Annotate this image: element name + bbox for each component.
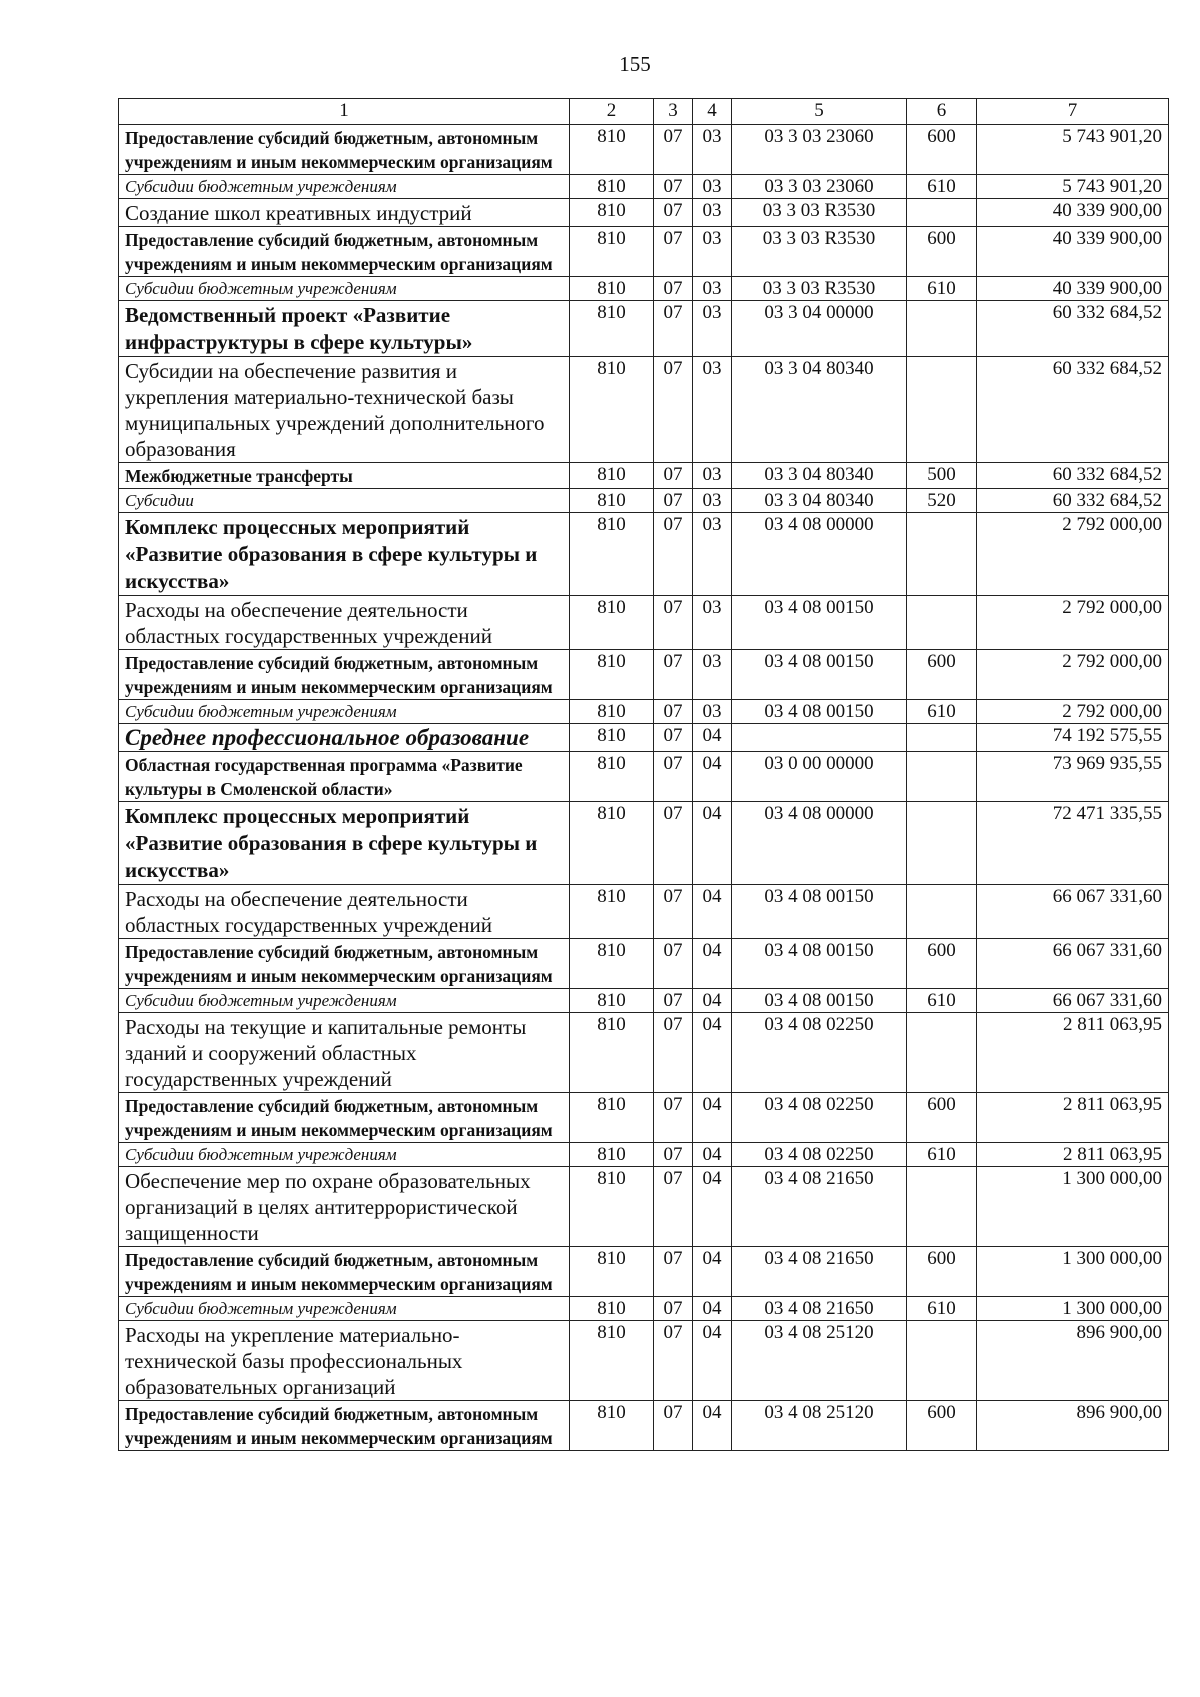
amount: 60 332 684,52 [977,489,1169,513]
table-row [119,596,1169,650]
expense-type-code: 520 [907,489,977,513]
expense-type-code [907,1013,977,1093]
table-row [119,1143,1169,1167]
item-name: Обеспечение мер по охране образовательных организаций в целях антитеррористической защищенности [119,1167,570,1247]
section-code: 07 [654,1297,693,1321]
section-code: 07 [654,1013,693,1093]
subsection-code: 04 [693,802,732,885]
subsection-code: 03 [693,463,732,489]
ministry-code: 810 [570,1143,654,1167]
header-cell: 2 [570,99,654,125]
table-row [119,802,1169,885]
item-name: Межбюджетные трансферты [119,463,570,489]
subsection-code: 03 [693,650,732,700]
subsection-code: 04 [693,1143,732,1167]
ministry-code: 810 [570,489,654,513]
expense-type-code: 610 [907,1297,977,1321]
amount: 2 792 000,00 [977,650,1169,700]
amount: 2 792 000,00 [977,700,1169,724]
header-row [119,99,1169,125]
target-article-code: 03 4 08 00150 [732,596,907,650]
section-code: 07 [654,175,693,199]
header-cell: 5 [732,99,907,125]
expense-type-code: 600 [907,125,977,175]
ministry-code: 810 [570,301,654,357]
section-code: 07 [654,199,693,227]
target-article-code: 03 3 04 00000 [732,301,907,357]
item-name: Предоставление субсидий бюджетным, автономным учреждениям и иным некоммерческим организациям [119,650,570,700]
expense-type-code [907,513,977,596]
table-row [119,650,1169,700]
subsection-code: 04 [693,1321,732,1401]
subsection-code: 04 [693,1013,732,1093]
item-name: Субсидии бюджетным учреждениям [119,1297,570,1321]
target-article-code: 03 3 04 80340 [732,489,907,513]
amount: 60 332 684,52 [977,301,1169,357]
subsection-code: 04 [693,939,732,989]
expense-type-code [907,724,977,752]
amount: 73 969 935,55 [977,752,1169,802]
table-row [119,885,1169,939]
section-code: 07 [654,1321,693,1401]
section-code: 07 [654,802,693,885]
item-name: Субсидии бюджетным учреждениям [119,989,570,1013]
expense-type-code [907,1321,977,1401]
section-code: 07 [654,724,693,752]
table-row [119,700,1169,724]
target-article-code: 03 4 08 00150 [732,989,907,1013]
subsection-code: 03 [693,125,732,175]
ministry-code: 810 [570,1401,654,1451]
target-article-code: 03 4 08 02250 [732,1143,907,1167]
item-name: Расходы на текущие и капитальные ремонты зданий и сооружений областных государственных учреждений [119,1013,570,1093]
amount: 40 339 900,00 [977,277,1169,301]
subsection-code: 04 [693,1093,732,1143]
target-article-code: 03 4 08 21650 [732,1297,907,1321]
ministry-code: 810 [570,752,654,802]
amount: 2 811 063,95 [977,1013,1169,1093]
section-code: 07 [654,125,693,175]
table-row [119,1013,1169,1093]
target-article-code: 03 3 03 23060 [732,125,907,175]
section-code: 07 [654,1401,693,1451]
ministry-code: 810 [570,939,654,989]
item-name: Комплекс процессных мероприятий «Развитие образования в сфере культуры и искусства» [119,513,570,596]
section-code: 07 [654,513,693,596]
target-article-code: 03 4 08 21650 [732,1247,907,1297]
ministry-code: 810 [570,199,654,227]
table-row [119,724,1169,752]
header-cell: 7 [977,99,1169,125]
ministry-code: 810 [570,175,654,199]
ministry-code: 810 [570,227,654,277]
amount: 40 339 900,00 [977,227,1169,277]
amount: 1 300 000,00 [977,1167,1169,1247]
item-name: Создание школ креативных индустрий [119,199,570,227]
section-code: 07 [654,277,693,301]
ministry-code: 810 [570,1247,654,1297]
expense-type-code: 600 [907,227,977,277]
subsection-code: 03 [693,227,732,277]
item-name: Субсидии [119,489,570,513]
amount: 66 067 331,60 [977,939,1169,989]
subsection-code: 04 [693,885,732,939]
item-name: Среднее профессиональное образование [119,724,570,752]
target-article-code: 03 3 04 80340 [732,357,907,463]
section-code: 07 [654,463,693,489]
expense-type-code: 610 [907,175,977,199]
target-article-code: 03 3 04 80340 [732,463,907,489]
item-name: Предоставление субсидий бюджетным, автономным учреждениям и иным некоммерческим организациям [119,1093,570,1143]
item-name: Расходы на укрепление материально-технической базы профессиональных образовательных организаций [119,1321,570,1401]
item-name: Предоставление субсидий бюджетным, автономным учреждениям и иным некоммерческим организациям [119,1247,570,1297]
ministry-code: 810 [570,700,654,724]
amount: 5 743 901,20 [977,175,1169,199]
target-article-code: 03 4 08 00150 [732,885,907,939]
amount: 896 900,00 [977,1321,1169,1401]
ministry-code: 810 [570,513,654,596]
amount: 2 792 000,00 [977,513,1169,596]
expense-type-code: 600 [907,1401,977,1451]
subsection-code: 03 [693,700,732,724]
section-code: 07 [654,700,693,724]
item-name: Субсидии бюджетным учреждениям [119,1143,570,1167]
subsection-code: 04 [693,1297,732,1321]
section-code: 07 [654,1143,693,1167]
amount: 2 811 063,95 [977,1143,1169,1167]
section-code: 07 [654,1167,693,1247]
amount: 1 300 000,00 [977,1297,1169,1321]
subsection-code: 03 [693,513,732,596]
table-row [119,463,1169,489]
item-name: Субсидии бюджетным учреждениям [119,277,570,301]
ministry-code: 810 [570,885,654,939]
target-article-code: 03 4 08 25120 [732,1401,907,1451]
section-code: 07 [654,596,693,650]
table-row [119,1401,1169,1451]
table-row [119,1167,1169,1247]
expense-type-code [907,357,977,463]
expense-type-code: 600 [907,1247,977,1297]
target-article-code: 03 4 08 02250 [732,1093,907,1143]
amount: 2 811 063,95 [977,1093,1169,1143]
subsection-code: 03 [693,199,732,227]
table-row [119,1321,1169,1401]
table-row [119,989,1169,1013]
subsection-code: 04 [693,1247,732,1297]
expense-type-code [907,596,977,650]
page-number: 155 [619,52,651,76]
section-code: 07 [654,489,693,513]
expense-type-code: 610 [907,989,977,1013]
ministry-code: 810 [570,802,654,885]
table-row [119,1247,1169,1297]
target-article-code: 03 4 08 00000 [732,802,907,885]
expense-type-code: 610 [907,1143,977,1167]
amount: 1 300 000,00 [977,1247,1169,1297]
section-code: 07 [654,885,693,939]
amount: 60 332 684,52 [977,357,1169,463]
expense-type-code [907,199,977,227]
amount: 66 067 331,60 [977,885,1169,939]
target-article-code: 03 4 08 25120 [732,1321,907,1401]
item-name: Субсидии на обеспечение развития и укрепления материально-технической базы муниципальных учреждений дополнительного образования [119,357,570,463]
ministry-code: 810 [570,650,654,700]
header-cell: 3 [654,99,693,125]
target-article-code [732,724,907,752]
subsection-code: 03 [693,301,732,357]
target-article-code: 03 4 08 00150 [732,939,907,989]
expense-type-code [907,301,977,357]
expense-type-code: 600 [907,939,977,989]
amount: 2 792 000,00 [977,596,1169,650]
table-row [119,277,1169,301]
table-body [119,125,1169,1451]
item-name: Предоставление субсидий бюджетным, автономным учреждениям и иным некоммерческим организациям [119,939,570,989]
table-row [119,175,1169,199]
subsection-code: 04 [693,752,732,802]
item-name: Ведомственный проект «Развитие инфраструктуры в сфере культуры» [119,301,570,357]
target-article-code: 03 0 00 00000 [732,752,907,802]
header-cell: 1 [119,99,570,125]
budget-table [118,98,1169,1451]
item-name: Предоставление субсидий бюджетным, автономным учреждениям и иным некоммерческим организациям [119,227,570,277]
header-cell: 6 [907,99,977,125]
table-row [119,939,1169,989]
expense-type-code [907,885,977,939]
section-code: 07 [654,752,693,802]
item-name: Предоставление субсидий бюджетным, автономным учреждениям и иным некоммерческим организациям [119,125,570,175]
table-row [119,1297,1169,1321]
expense-type-code [907,802,977,885]
section-code: 07 [654,1247,693,1297]
table-row [119,227,1169,277]
section-code: 07 [654,357,693,463]
section-code: 07 [654,989,693,1013]
subsection-code: 03 [693,277,732,301]
subsection-code: 03 [693,596,732,650]
ministry-code: 810 [570,463,654,489]
ministry-code: 810 [570,1321,654,1401]
target-article-code: 03 3 03 R3530 [732,277,907,301]
target-article-code: 03 3 03 23060 [732,175,907,199]
table-row [119,357,1169,463]
subsection-code: 04 [693,989,732,1013]
amount: 72 471 335,55 [977,802,1169,885]
expense-type-code [907,1167,977,1247]
target-article-code: 03 4 08 02250 [732,1013,907,1093]
target-article-code: 03 4 08 00150 [732,700,907,724]
amount: 60 332 684,52 [977,463,1169,489]
section-code: 07 [654,650,693,700]
target-article-code: 03 4 08 21650 [732,1167,907,1247]
amount: 74 192 575,55 [977,724,1169,752]
expense-type-code: 600 [907,650,977,700]
item-name: Расходы на обеспечение деятельности областных государственных учреждений [119,596,570,650]
amount: 66 067 331,60 [977,989,1169,1013]
item-name: Субсидии бюджетным учреждениям [119,175,570,199]
amount: 5 743 901,20 [977,125,1169,175]
ministry-code: 810 [570,596,654,650]
ministry-code: 810 [570,277,654,301]
subsection-code: 03 [693,489,732,513]
table-row [119,125,1169,175]
target-article-code: 03 3 03 R3530 [732,199,907,227]
amount: 40 339 900,00 [977,199,1169,227]
ministry-code: 810 [570,989,654,1013]
item-name: Субсидии бюджетным учреждениям [119,700,570,724]
expense-type-code [907,752,977,802]
item-name: Расходы на обеспечение деятельности областных государственных учреждений [119,885,570,939]
header-cell: 4 [693,99,732,125]
table-row [119,199,1169,227]
ministry-code: 810 [570,1013,654,1093]
expense-type-code: 610 [907,700,977,724]
item-name: Областная государственная программа «Развитие культуры в Смоленской области» [119,752,570,802]
subsection-code: 04 [693,724,732,752]
ministry-code: 810 [570,1297,654,1321]
ministry-code: 810 [570,1167,654,1247]
section-code: 07 [654,939,693,989]
table-row [119,489,1169,513]
target-article-code: 03 4 08 00000 [732,513,907,596]
subsection-code: 03 [693,175,732,199]
ministry-code: 810 [570,724,654,752]
subsection-code: 04 [693,1401,732,1451]
expense-type-code: 610 [907,277,977,301]
target-article-code: 03 4 08 00150 [732,650,907,700]
section-code: 07 [654,301,693,357]
section-code: 07 [654,227,693,277]
section-code: 07 [654,1093,693,1143]
subsection-code: 04 [693,1167,732,1247]
ministry-code: 810 [570,125,654,175]
item-name: Комплекс процессных мероприятий «Развитие образования в сфере культуры и искусства» [119,802,570,885]
table-row [119,752,1169,802]
item-name: Предоставление субсидий бюджетным, автономным учреждениям и иным некоммерческим организациям [119,1401,570,1451]
ministry-code: 810 [570,1093,654,1143]
table-row [119,301,1169,357]
amount: 896 900,00 [977,1401,1169,1451]
table-row [119,1093,1169,1143]
table-row [119,513,1169,596]
expense-type-code: 600 [907,1093,977,1143]
subsection-code: 03 [693,357,732,463]
expense-type-code: 500 [907,463,977,489]
ministry-code: 810 [570,357,654,463]
target-article-code: 03 3 03 R3530 [732,227,907,277]
